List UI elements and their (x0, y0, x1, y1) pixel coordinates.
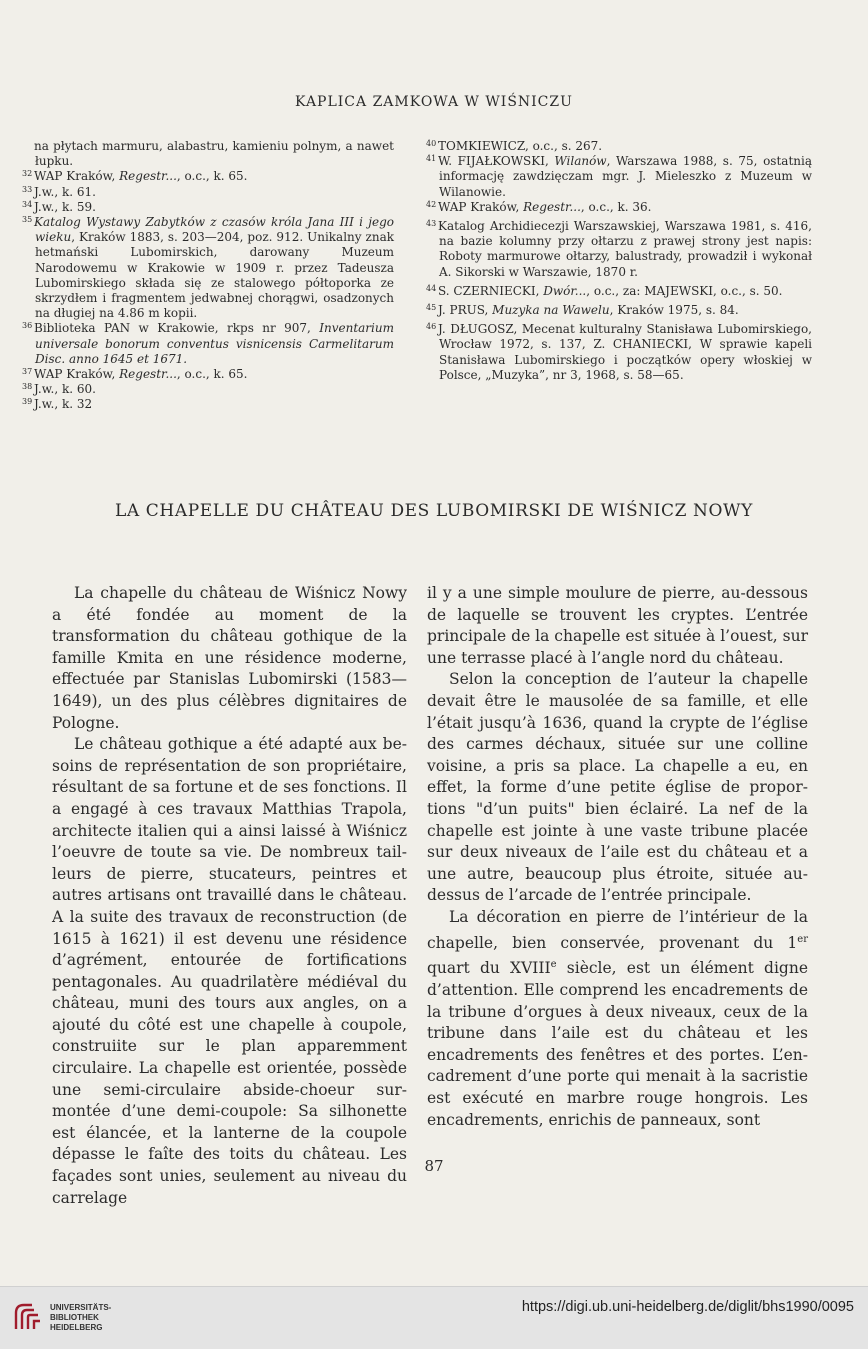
footnote: $^{35}$ Katalog Wystawy Zabytków z czasów króla Jana III i jego wieku, Kraków 1883, s. 203—204, poz. 912. Unikalny znak hetmański Lubomirskich, darowany Muzeum Narodowemu w Krakowie w 1909 r. przez Tadeusza Lubomirskiego składa się ze stalowego półtoporka ze skrzydłem i fragmentem jedwabnej chorągwi, osadzonych na długiej na 4.86 m kopii. (22, 215, 394, 321)
footnote: $^{39}$ J.w., k. 32 (22, 397, 93, 412)
library-logo-icon (10, 1299, 46, 1335)
body-paragraph: La décoration en pierre de l’intérieur de la chapelle, bien conservée, provenant du 1er quart du XVIIIe siècle, est un élément digne d’attention. Elle comprend les encadrements de la tribune d’orgues à deux niveaux, ceux de la tribune dans l’aile est du château et les encadrements des fenêtres et des portes. L’encadrement d’une porte qui menait à la sacristie est exécuté en marbre rouge hongrois. Les encadrements, enrichis de panneaux, sont (427, 907, 809, 1129)
footnote: $^{36}$ Biblioteka PAN w Krakowie, rkps nr 907, Inventarium universale bonorum conventus visnicensis Carmelitarum Disc. anno 1645 et 1671. (22, 321, 394, 366)
footnotes-left (22, 139, 394, 413)
library-name[interactable]: UNIVERSITÄTS- BIBLIOTHEK HEIDELBERG (50, 1303, 112, 1332)
footnote: $^{40}$ TOMKIEWICZ, o.c., s. 267. (426, 139, 603, 153)
footnote: $^{33}$ J.w., k. 61. (22, 184, 96, 199)
footnote: $^{46}$ J. DŁUGOSZ, Mecenat kulturalny Stanisława Lubomirskiego, Wrocław 1972, s. 137, Z. CHANIECKI, W sprawie kapeli Stanisława Lubomirskiego i początków opery włoskiej w Polsce, „Muzyka”, nr 3, 1968, s. 58—65. (426, 322, 812, 382)
footnote: $^{34}$ J.w., k. 59. (22, 199, 96, 214)
viewer-footer (0, 1286, 868, 1349)
footnote: $^{43}$ Katalog Archidiecezji Warszawskiej, Warszawa 1981, s. 416, na bazie kolumny przy ołtarzu z prawej strony jest napis: Roboty marmurowe ołtarzy, balustrady, prowadził i wykonał A. Sikorski w Warszawie, 1870 r. (426, 219, 812, 279)
body-column-left (52, 583, 407, 1209)
body-paragraph: il y a une simple moulure de pierre, au-dessous de laquelle se trouvent les cryptes. L’entrée principale de la chapelle est située à l’ouest, sur une terrasse placé à l’angle nord du château. (427, 584, 808, 667)
running-header: KAPLICA ZAMKOWA W WIŚNICZU (295, 94, 573, 110)
footnote: $^{42}$ WAP Kraków, Regestr..., o.c., k. 36. (426, 199, 652, 214)
footnote: $^{41}$ W. FIJAŁKOWSKI, Wilanów, Warszawa 1988, s. 75, ostatnią informację zawdzięczam mgr. J. Mieleszko z Muzeum w Wilanowie. (426, 154, 812, 199)
body-paragraph: Le château gothique a été adapté aux besoins de représentation de son propriétaire, résultant de sa fortune et de ses fonctions. Il a engagé à ces travaux Matthias Trapola, architecte italien qui a ainsi laissé à Wiśnicz l’oeuvre de toute sa vie. De nombreux tailleurs de pierre, stucateurs, peintres et autres artisans ont travaillé dans le château. A la suite des travaux de reconstruction (de 1615 à 1621) il est devenu une résidence d’agrément, entourée de fortifications pentagonales. Au quadrilatère médiéval du château, muni des tours aux angles, on a ajouté du côté est une chapelle à coupole, construiite sur le plan apparemment circulaire. La chapelle est orientée, possède une semi-circulaire abside-choeur surmontée d’une demi-coupole: Sa silhonette est élancée, et la lanterne de la coupole dépasse le faîte des toits du château. Les façades sont unies, seulement au niveau du carrelage (52, 735, 407, 1207)
footnote: $^{37}$ WAP Kraków, Regestr..., o.c., k. 65. (22, 367, 248, 382)
body-paragraph: Selon la conception de l’auteur la chapelle devait être le mausolée de sa famille, et elle l’était jusqu’à 1636, quand la crypte de l’église des carmes déchaux, située sur une colline voisine, a pris sa place. La chapelle a eu, en effet, la forme d’une petite église de proportions "d’un puits" bien éclairé. La nef de la chapelle est jointe à une vaste tribune placée sur deux niveaux de l’aile est du château et a une autre, beaucoup plus étroite, située au-dessus de l’arcade de l’entrée principale. (427, 670, 808, 905)
footnote: $^{44}$ S. CZERNIECKI, Dwór..., o.c., za: MAJEWSKI, o.c., s. 50. (426, 283, 783, 298)
page-number: 87 (424, 1157, 444, 1175)
permalink-url[interactable]: https://digi.ub.uni-heidelberg.de/diglit/bhs1990/0095 (521, 1299, 854, 1315)
footnote: $^{32}$ WAP Kraków, Regestr..., o.c., k. 65. (22, 169, 248, 184)
section-title: LA CHAPELLE DU CHÂTEAU DES LUBOMIRSKI DE WIŚNICZ NOWY (115, 501, 753, 521)
footnote: $^{45}$ J. PRUS, Muzyka na Wawelu, Kraków 1975, s. 84. (426, 303, 739, 318)
footnotes-right (426, 139, 812, 383)
footnote: na płytach marmuru, alabastru, kamieniu polnym, a nawet łupku. (34, 139, 394, 169)
footnote: $^{38}$ J.w., k. 60. (22, 382, 96, 397)
body-paragraph: La chapelle du château de Wiśnicz Nowy a été fondée au moment de la transformation du château gothique de la famille Kmita en une résidence moderne, effectuée par Stanislas Lubomirski (1583—1649), un des plus célèbres dignitaires de Pologne. (52, 584, 407, 732)
body-column-right (427, 583, 808, 1131)
